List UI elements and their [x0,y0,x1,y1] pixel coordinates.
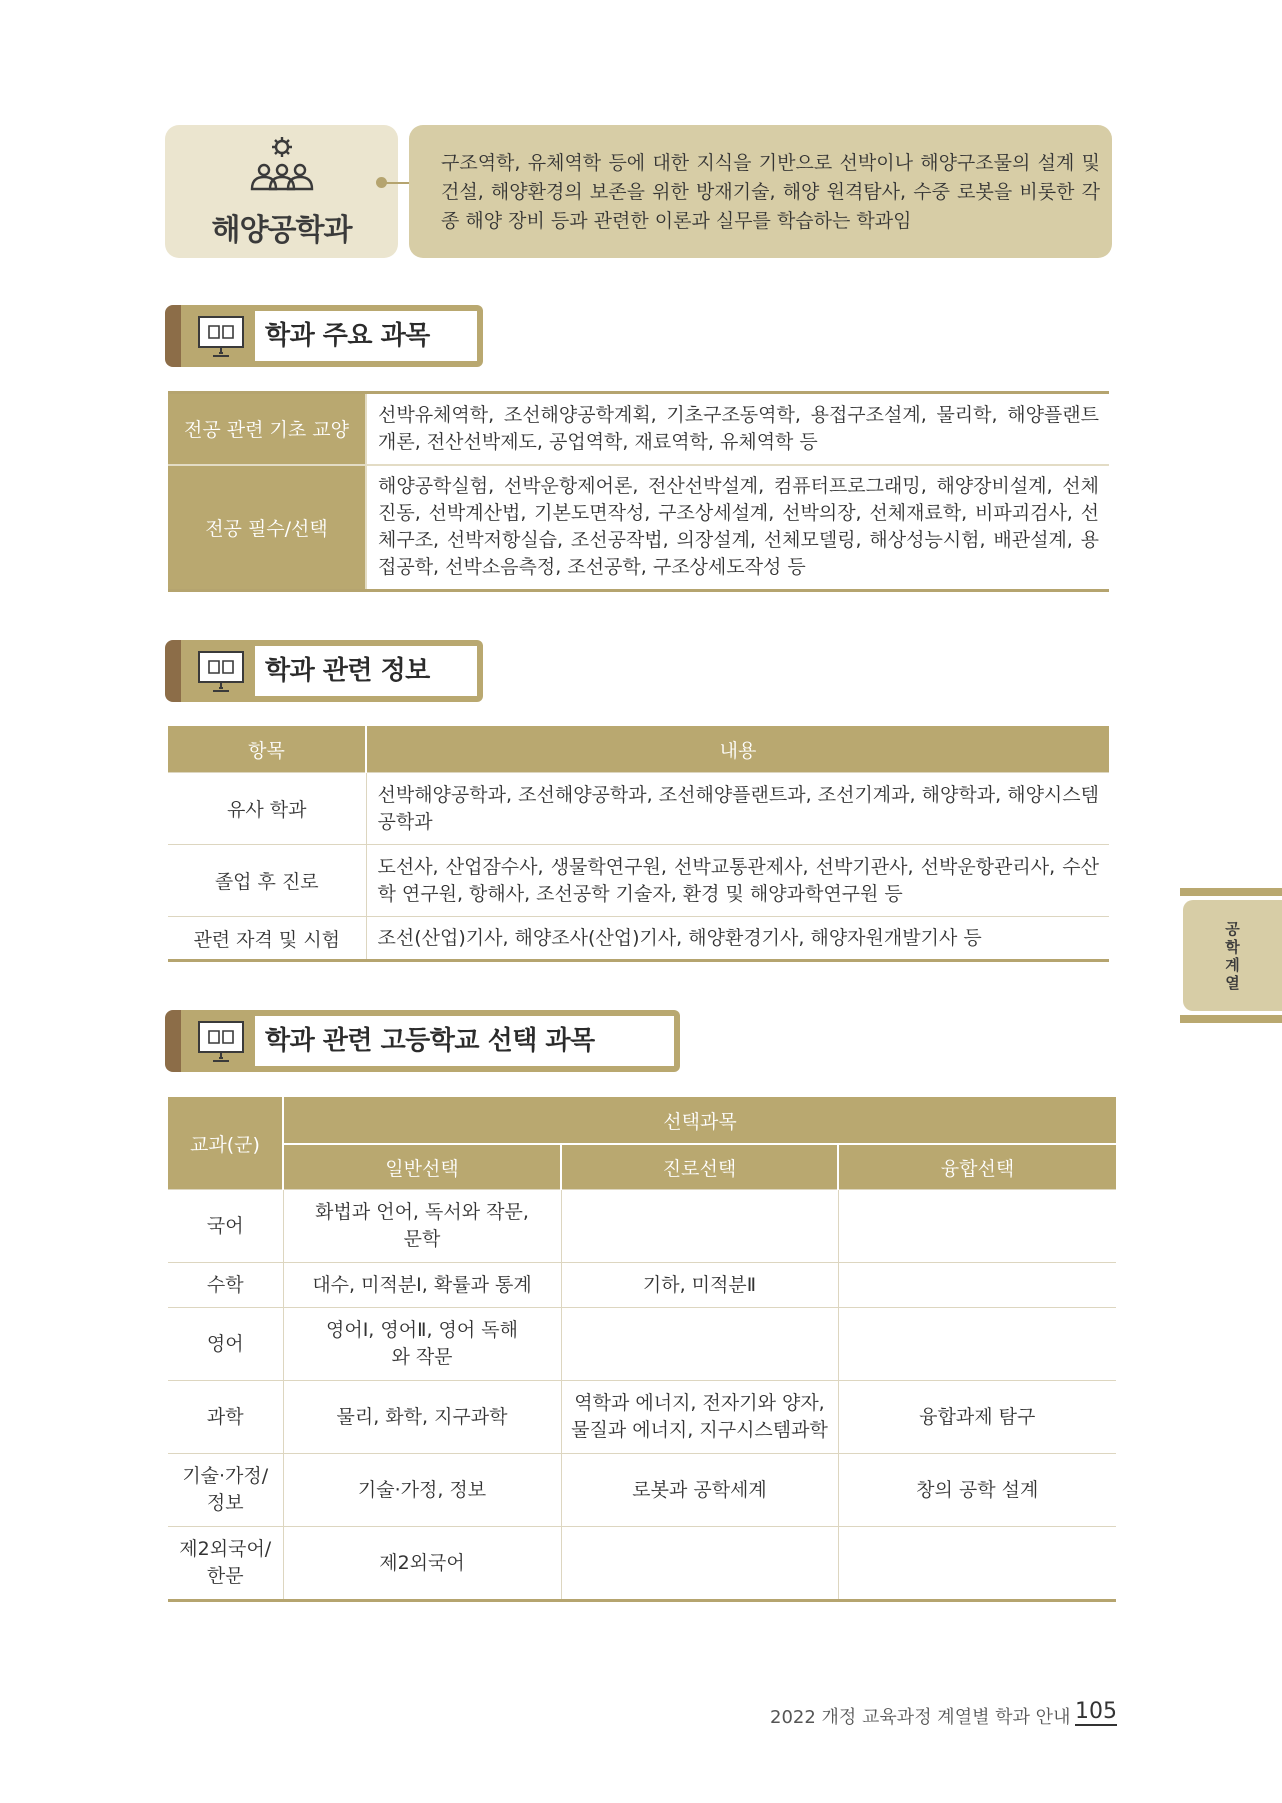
side-tab-engineering [1183,900,1282,1011]
cell-career: 기하, 미적분Ⅱ [561,1263,838,1308]
monitor-book-icon [193,648,249,694]
cell-general: 대수, 미적분Ⅰ, 확률과 통계 [283,1263,561,1308]
cell-general: 제2외국어 [283,1527,561,1601]
description-text: 구조역학, 유체역학 등에 대한 지식을 기반으로 선박이나 해양구조물의 설계 및 건설, 해양환경의 보존을 위한 방재기술, 해양 원격탐사, 수중 로봇을 비롯한 각종 해양 장비 등과 관련한 이론과 실무를 학습하는 학과임 [441,152,1100,232]
department-description [409,125,1112,258]
header-elective: 선택과목 [283,1097,1116,1144]
table-row [168,845,1109,917]
table-row [168,465,1109,591]
header-subject-group: 교과(군) [168,1097,283,1190]
high-school-subjects-table [168,1097,1116,1602]
row-label: 전공 관련 기초 교양 [168,393,366,465]
row-label: 전공 필수/선택 [168,465,366,591]
section-header-related-info [165,640,483,702]
connector-dot [376,177,387,188]
cell-career: 로봇과 공학세계 [561,1454,838,1527]
side-tab-bar [1180,1015,1282,1023]
table-row [168,1381,1116,1454]
table-row [168,393,1109,465]
row-content: 선박해양공학과, 조선해양공학과, 조선해양플랜트과, 조선기계과, 해양학과, 해양시스템공학과 [366,773,1109,845]
table-row [168,1190,1116,1263]
cell-fusion [838,1308,1116,1381]
major-subjects-table [168,391,1109,592]
section-title: 학과 관련 정보 [255,646,477,696]
cell-subject: 과학 [168,1381,283,1454]
cell-general: 기술·가정, 정보 [283,1454,561,1527]
cell-subject: 국어 [168,1190,283,1263]
table-row [168,1263,1116,1308]
section-title: 학과 주요 과목 [255,311,477,361]
table-row [168,1454,1116,1527]
related-info-table [168,726,1109,962]
header-content: 내용 [366,726,1109,773]
cell-career [561,1527,838,1601]
cell-general: 물리, 화학, 지구과학 [283,1381,561,1454]
cell-subject: 수학 [168,1263,283,1308]
cell-career [561,1308,838,1381]
row-item: 졸업 후 진로 [168,845,366,917]
cell-career [561,1190,838,1263]
cell-subject: 제2외국어/한문 [168,1527,283,1601]
cell-subject: 영어 [168,1308,283,1381]
monitor-book-icon [193,1018,249,1064]
cell-fusion: 창의 공학 설계 [838,1454,1116,1527]
row-content: 도선사, 산업잠수사, 생물학연구원, 선박교통관제사, 선박기관사, 선박운항관리사, 수산학 연구원, 항해사, 조선공학 기술자, 환경 및 해양과학연구원 등 [366,845,1109,917]
table-row [168,1527,1116,1601]
table-header-row [168,1144,1116,1190]
row-content: 선박유체역학, 조선해양공학계획, 기초구조동역학, 용접구조설계, 물리학, 해양플랜트개론, 전산선박제도, 공업역학, 재료역학, 유체역학 등 [378,403,1099,453]
row-content: 해양공학실험, 선박운항제어론, 전산선박설계, 컴퓨터프로그래밍, 해양장비설계, 선체진동, 선박계산법, 기본도면작성, 구조상세설계, 선박의장, 선체재료학, 비파괴검사, 선체구조, 선박저항실습, 조선공작법, 의장설계, 선체모델링, 해상성능시험, 배관설계, 용접공학, 선박소음측정, 조선공학, 구조상세도작성 등 [366,465,1109,591]
cell-fusion [838,1263,1116,1308]
cell-career: 역학과 에너지, 전자기와 양자, 물질과 에너지, 지구시스템과학 [561,1381,838,1454]
section-title: 학과 관련 고등학교 선택 과목 [255,1016,674,1066]
cell-general: 영어Ⅰ, 영어Ⅱ, 영어 독해와 작문 [283,1308,561,1381]
header-career: 진로선택 [561,1144,838,1190]
header-fusion: 융합선택 [838,1144,1116,1190]
row-item: 관련 자격 및 시험 [168,917,366,961]
cell-general: 화법과 언어, 독서와 작문, 문학 [283,1190,561,1263]
monitor-book-icon [193,313,249,359]
page-number: 105 [1075,1699,1117,1724]
header-item: 항목 [168,726,366,773]
cell-fusion: 융합과제 탐구 [838,1381,1116,1454]
cell-fusion [838,1190,1116,1263]
table-header-row [168,726,1109,773]
table-header-row [168,1097,1116,1144]
table-row [168,917,1109,961]
section-header-major-subjects [165,305,483,367]
side-tab-bar [1180,888,1282,896]
department-card [165,125,398,258]
footer-text: 2022 개정 교육과정 계열별 학과 안내 [770,1707,1071,1728]
table-row [168,773,1109,845]
table-row [168,1308,1116,1381]
gear-people-icon [247,135,317,201]
cell-subject: 기술·가정/정보 [168,1454,283,1527]
cell-fusion [838,1527,1116,1601]
side-tab-label: 공 학 계 열 [1225,920,1240,992]
section-header-high-school [165,1010,680,1072]
row-item: 유사 학과 [168,773,366,845]
header-general: 일반선택 [283,1144,561,1190]
row-content: 조선(산업)기사, 해양조사(산업)기사, 해양환경기사, 해양자원개발기사 등 [366,917,1109,961]
department-name: 해양공학과 [211,212,352,248]
